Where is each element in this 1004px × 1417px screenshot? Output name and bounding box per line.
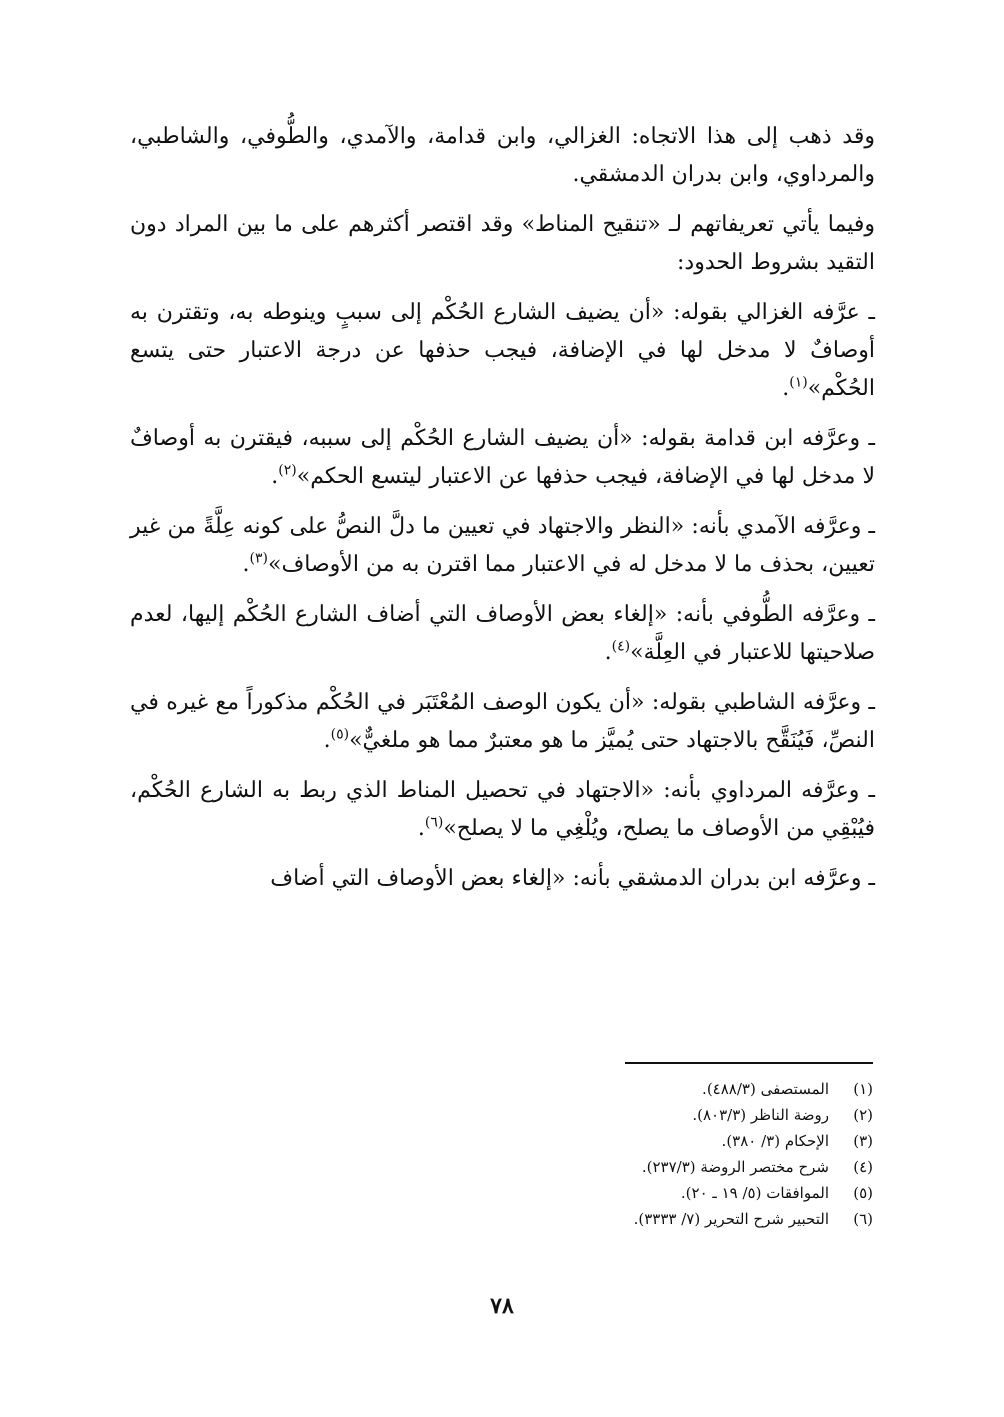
footnote-number: (٤) [853, 1158, 873, 1176]
footnote-item [393, 1102, 873, 1128]
sentence-end: . [782, 376, 790, 401]
footnote-text: المستصفى (٤٨٨/٣). [702, 1080, 829, 1098]
footnote-marker: (١) [789, 374, 808, 391]
sentence-end: . [242, 552, 250, 577]
footnote-separator [625, 1062, 873, 1064]
paragraph-text: وقد ذهب إلى هذا الاتجاه: الغزالي، وابن قدامة، والآمدي، والطُّوفي، والشاطبي، والمرداوي، وابن بدران الدمشقي. [130, 124, 875, 187]
paragraph-text: ـ وعرَّفه الآمدي بأنه: «النظر والاجتهاد في تعيين ما دلَّ النصُّ على كونه عِلَّةً من غير تعيين، بحذف ما لا مدخل له في الاعتبار مما اقترن به من الأوصاف» [130, 514, 876, 577]
paragraph-preface [130, 206, 875, 282]
footnote-marker: (٥) [330, 726, 350, 743]
footnote-item [393, 1206, 873, 1232]
footnote-item [393, 1154, 873, 1180]
paragraph-text: ـ عرَّفه الغزالي بقوله: «أن يضيف الشارع الحُكْم إلى سببٍ وينوطه به، وتقترن به أوصافٌ لا مدخل لها في الإضافة، فيجب حذفها عن درجة الاعتبار حتى يتسع الحُكْم» [130, 300, 875, 401]
paragraph-intro [130, 118, 875, 194]
paragraph-text: ـ وعرَّفه ابن قدامة بقوله: «أن يضيف الشارع الحُكْم إلى سببه، فيقترن به أوصافٌ لا مدخل لها في الإضافة، فيجب حذفها عن الاعتبار ليتسع الحكم» [130, 426, 875, 489]
footnote-text: روضة الناظر (٨٠٣/٣). [692, 1106, 829, 1124]
sentence-end: . [323, 728, 331, 753]
footnotes-list [393, 1076, 873, 1232]
paragraph-text: ـ وعرَّفه ابن بدران الدمشقي بأنه: «إلغاء بعض الأوصاف التي أضاف [270, 866, 875, 891]
definition-amidi [130, 508, 875, 584]
footnote-number: (٣) [853, 1132, 873, 1150]
definition-mardawi [130, 772, 875, 848]
footnote-number: (١) [853, 1080, 873, 1098]
footnote-text: الموافقات (٥/ ١٩ ـ ٢٠). [680, 1184, 829, 1202]
footnote-text: الإحكام (٣/ ٣٨٠). [721, 1132, 829, 1150]
paragraph-text: ـ وعرَّفه المرداوي بأنه: «الاجتهاد في تحصيل المناط الذي ربط به الشارع الحُكْم، فيُبْقِي من الأوصاف ما يصلح، ويُلْغِي ما لا يصلح» [130, 778, 875, 841]
footnote-marker: (٣) [249, 550, 269, 567]
sentence-end: . [604, 640, 612, 665]
footnote-marker: (٢) [278, 462, 297, 479]
footnote-marker: (٤) [611, 638, 631, 655]
footnote-number: (٦) [853, 1210, 873, 1228]
definition-ibn-qudama [130, 420, 875, 496]
definition-tufi [130, 596, 875, 672]
footnote-item [393, 1180, 873, 1206]
definition-ghazali [130, 294, 875, 408]
definition-shatibi [130, 684, 875, 760]
paragraph-text: ـ وعرَّفه الطُّوفي بأنه: «إلغاء بعض الأوصاف التي أضاف الشارع الحُكْم إليها، لعدم صلاحيتها للاعتبار في العِلَّة» [130, 602, 875, 665]
sentence-end: . [417, 816, 425, 841]
footnote-item [393, 1076, 873, 1102]
sentence-end: . [271, 464, 279, 489]
footnote-text: التحبير شرح التحرير (٧/ ٣٣٣٣). [633, 1210, 829, 1228]
paragraph-text: ـ وعرَّفه الشاطبي بقوله: «أن يكون الوصف المُعْتَبَر في الحُكْم مذكوراً مع غيره في النصِّ، فَيُنَقَّح بالاجتهاد حتى يُميَّز ما هو معتبرٌ مما هو ملغيٌّ» [130, 690, 875, 753]
paragraph-text: وفيما يأتي تعريفاتهم لـ «تنقيح المناط» وقد اقتصر أكثرهم على ما بين المراد دون التقيد بشروط الحدود: [130, 212, 875, 275]
definition-ibn-badran [130, 860, 875, 898]
footnote-marker: (٦) [424, 814, 444, 831]
page-number: ٧٨ [490, 1293, 514, 1319]
footnote-text: شرح مختصر الروضة (٢٣٧/٣). [641, 1158, 829, 1176]
footnote-number: (٥) [853, 1184, 873, 1202]
footnote-number: (٢) [853, 1106, 873, 1124]
body-text [130, 118, 875, 910]
footnote-item [393, 1128, 873, 1154]
